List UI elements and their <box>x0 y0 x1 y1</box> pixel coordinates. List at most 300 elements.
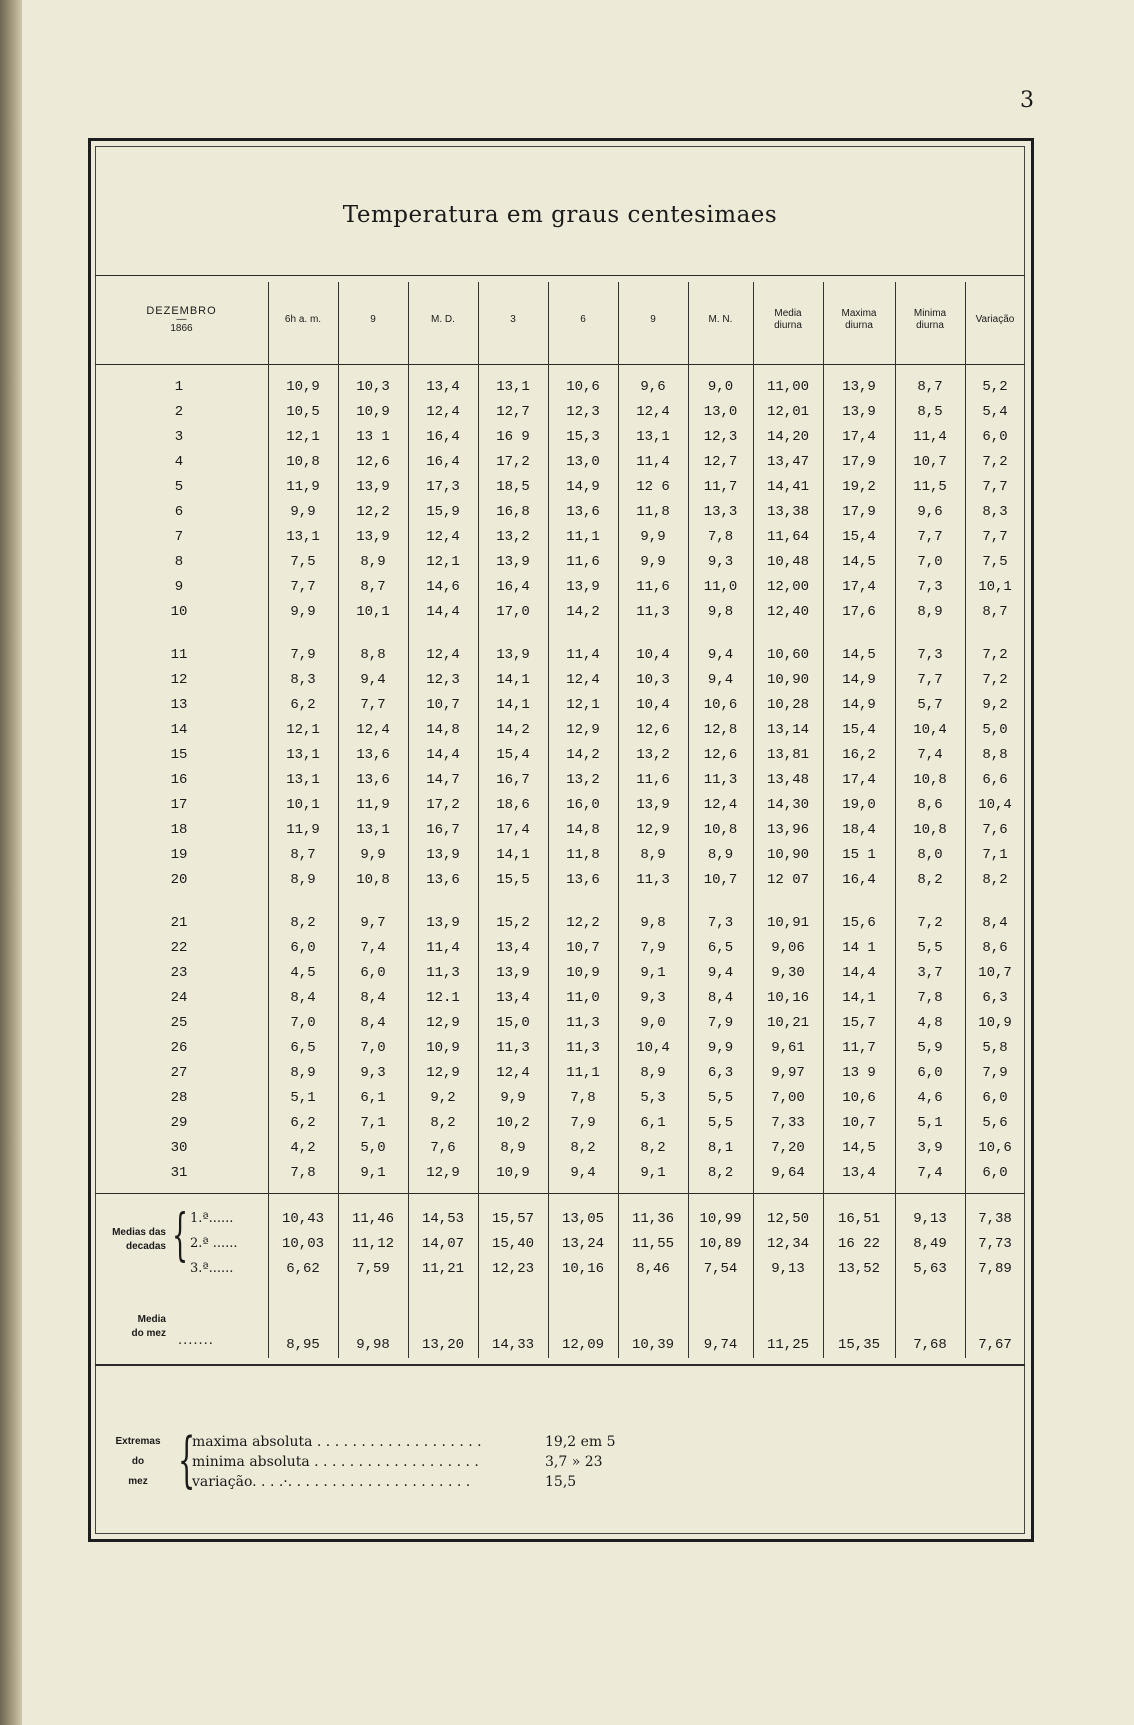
table-cell: 7,7 <box>290 579 316 595</box>
table-cell: 9,2 <box>982 697 1008 713</box>
table-cell: 12,1 <box>566 697 600 713</box>
table-cell: 13,9 <box>842 379 876 395</box>
table-cell: 13 9 <box>842 1065 876 1081</box>
decade-mean-cell: 7,59 <box>356 1261 390 1277</box>
table-cell: 14,1 <box>496 847 530 863</box>
table-cell: 8,8 <box>360 647 386 663</box>
table-cell: 17,3 <box>426 479 460 495</box>
table-cell: 15 1 <box>842 847 876 863</box>
table-cell: 7,0 <box>290 1015 316 1031</box>
table-cell: 11,4 <box>913 429 947 445</box>
table-cell: 8,2 <box>982 872 1008 888</box>
table-cell: 17,4 <box>496 822 530 838</box>
column-header <box>688 280 753 360</box>
table-cell: 10,8 <box>913 772 947 788</box>
table-cell: 6,1 <box>640 1115 666 1131</box>
table-cell: 8,9 <box>640 847 666 863</box>
table-cell: 13,9 <box>496 965 530 981</box>
table-cell: 10,90 <box>766 672 809 688</box>
table-cell: 7,9 <box>570 1115 596 1131</box>
table-cell: 16,7 <box>426 822 460 838</box>
decade-means-label-line2: decadas <box>125 1241 166 1252</box>
table-cell: 11,7 <box>703 479 738 495</box>
table-cell: 13,1 <box>356 822 390 838</box>
decade-brace: { <box>172 1203 189 1268</box>
table-cell: 12,4 <box>426 529 460 545</box>
table-cell: 10,9 <box>496 1165 530 1181</box>
table-cell: 13,2 <box>496 529 530 545</box>
day-label: 31 <box>170 1165 188 1181</box>
day-label: 19 <box>170 847 188 863</box>
table-cell: 13,0 <box>703 404 738 420</box>
table-cell: 12,9 <box>426 1165 460 1181</box>
table-cell: 8,7 <box>982 604 1008 620</box>
month-mean-label-line1: Media <box>137 1314 166 1325</box>
extremes-label-line3: mez <box>128 1476 148 1487</box>
table-cell: 12,9 <box>426 1065 460 1081</box>
table-cell: 8,2 <box>707 1165 734 1181</box>
table-cell: 5,5 <box>707 1090 734 1106</box>
table-cell: 10,4 <box>636 1040 670 1056</box>
column-header-text: Minima <box>913 308 947 319</box>
column-header <box>548 280 618 360</box>
column-header-text: diurna <box>916 320 944 331</box>
month-mean-cell: 11,25 <box>766 1337 809 1353</box>
day-label: 17 <box>170 797 188 813</box>
decade-mean-cell: 16 22 <box>837 1236 880 1252</box>
table-cell: 8,4 <box>982 915 1008 931</box>
table-cell: 5,5 <box>707 1115 734 1131</box>
month-mean-label-line2: do mez <box>131 1328 166 1339</box>
table-cell: 11,9 <box>356 797 390 813</box>
decade-label: 1.ª...... <box>190 1211 234 1226</box>
day-label: 6 <box>174 504 184 520</box>
table-cell: 13,9 <box>636 797 670 813</box>
table-cell: 3,7 <box>917 965 943 981</box>
table-cell: 6,0 <box>360 965 386 981</box>
decade-mean-cell: 7,38 <box>978 1211 1012 1227</box>
table-cell: 9,1 <box>640 1165 666 1181</box>
column-header-text: Variação <box>975 314 1015 325</box>
table-cell: 5,2 <box>982 379 1008 395</box>
table-cell: 9,64 <box>771 1165 805 1181</box>
table-cell: 14,7 <box>426 772 460 788</box>
table-cell: 7,8 <box>917 990 943 1006</box>
table-cell: 13,1 <box>496 379 530 395</box>
decade-mean-cell: 11,12 <box>351 1236 394 1252</box>
table-cell: 9,4 <box>707 672 734 688</box>
table-cell: 14,9 <box>842 697 876 713</box>
day-label: 29 <box>170 1115 188 1131</box>
table-cell: 8,4 <box>707 990 734 1006</box>
table-cell: 8,9 <box>500 1140 526 1156</box>
table-cell: 11,00 <box>766 379 809 395</box>
table-cell: 7,0 <box>917 554 943 570</box>
table-cell: 7,8 <box>570 1090 596 1106</box>
table-cell: 17,4 <box>842 772 876 788</box>
table-cell: 13,3 <box>703 504 738 520</box>
table-cell: 7,9 <box>290 647 316 663</box>
table-cell: 14,6 <box>426 579 460 595</box>
day-label: 25 <box>170 1015 188 1031</box>
month-mean-dots: ....... <box>178 1333 214 1348</box>
table-cell: 12,40 <box>766 604 809 620</box>
decade-mean-cell: 15,40 <box>491 1236 534 1252</box>
table-cell: 7,9 <box>707 1015 734 1031</box>
table-cell: 10,7 <box>978 965 1012 981</box>
table-title: Temperatura em graus centesimaes <box>342 202 778 228</box>
table-cell: 10,21 <box>766 1015 809 1031</box>
month-mean-cell: 14,33 <box>491 1337 534 1353</box>
row-header-month: DEZEMBRO <box>146 305 217 317</box>
column-header-text: Maxima <box>841 308 877 319</box>
day-label: 21 <box>170 915 188 931</box>
table-cell: 9,3 <box>640 990 666 1006</box>
table-cell: 11,6 <box>636 772 670 788</box>
table-cell: 14,2 <box>566 604 600 620</box>
table-cell: 13,1 <box>286 529 320 545</box>
table-cell: 9,9 <box>707 1040 734 1056</box>
table-cell: 5,7 <box>917 697 943 713</box>
table-cell: 12,01 <box>766 404 809 420</box>
table-cell: 15,9 <box>426 504 460 520</box>
table-cell: 5,1 <box>917 1115 943 1131</box>
table-cell: 14,9 <box>566 479 600 495</box>
table-cell: 10,4 <box>636 647 670 663</box>
table-cell: 10,8 <box>286 454 320 470</box>
table-cell: 10,6 <box>703 697 738 713</box>
decade-mean-cell: 7,73 <box>978 1236 1012 1252</box>
day-label: 8 <box>174 554 184 570</box>
table-cell: 10,7 <box>426 697 460 713</box>
table-cell: 7,6 <box>982 822 1008 838</box>
table-cell: 9,9 <box>640 529 666 545</box>
column-header-text: 9 <box>650 314 656 325</box>
table-cell: 5,4 <box>982 404 1008 420</box>
day-label: 4 <box>174 454 184 470</box>
table-cell: 7,7 <box>982 479 1008 495</box>
table-cell: 3,9 <box>917 1140 943 1156</box>
table-cell: 10,2 <box>496 1115 530 1131</box>
table-cell: 9,4 <box>360 672 386 688</box>
table-cell: 8,2 <box>290 915 316 931</box>
table-cell: 5,0 <box>982 722 1008 738</box>
decade-mean-cell: 10,03 <box>281 1236 324 1252</box>
table-cell: 13,1 <box>636 429 670 445</box>
table-cell: 11,0 <box>566 990 600 1006</box>
extremes-brace: { <box>178 1425 196 1495</box>
table-cell: 6,3 <box>982 990 1008 1006</box>
day-label: 10 <box>170 604 188 620</box>
table-cell: 15,5 <box>496 872 530 888</box>
decade-label: 2.ª ...... <box>190 1236 238 1251</box>
table-cell: 15,4 <box>842 529 876 545</box>
table-cell: 12,6 <box>356 454 390 470</box>
table-cell: 15,4 <box>496 747 530 763</box>
table-cell: 10,7 <box>566 940 600 956</box>
day-label: 15 <box>170 747 188 763</box>
day-label: 16 <box>170 772 188 788</box>
month-mean-cell: 7,67 <box>978 1337 1012 1353</box>
table-cell: 13,6 <box>566 872 600 888</box>
table-cell: 10,90 <box>766 847 809 863</box>
table-cell: 13,81 <box>766 747 809 763</box>
table-cell: 13,6 <box>426 872 460 888</box>
table-cell: 8,4 <box>290 990 316 1006</box>
table-cell: 10,7 <box>842 1115 876 1131</box>
decade-mean-cell: 7,89 <box>978 1261 1012 1277</box>
decade-mean-cell: 11,36 <box>631 1211 674 1227</box>
table-cell: 14 1 <box>842 940 876 956</box>
day-label: 14 <box>170 722 188 738</box>
table-cell: 10,9 <box>426 1040 460 1056</box>
table-cell: 11,1 <box>566 529 600 545</box>
table-cell: 19,0 <box>842 797 876 813</box>
table-cell: 10,8 <box>356 872 390 888</box>
table-cell: 13,9 <box>496 554 530 570</box>
table-cell: 13,1 <box>286 747 320 763</box>
column-header <box>478 280 548 360</box>
table-cell: 10,3 <box>636 672 670 688</box>
decade-mean-cell: 13,05 <box>561 1211 604 1227</box>
table-cell: 12,2 <box>356 504 390 520</box>
table-cell: 17,9 <box>842 454 876 470</box>
column-header <box>268 280 338 360</box>
table-cell: 10,1 <box>286 797 320 813</box>
table-cell: 9,2 <box>430 1090 456 1106</box>
decade-mean-cell: 14,53 <box>421 1211 464 1227</box>
decade-means-label-line1: Medias das <box>112 1227 166 1238</box>
day-label: 11 <box>170 647 188 663</box>
table-cell: 10,28 <box>766 697 809 713</box>
table-cell: 8,8 <box>982 747 1008 763</box>
decade-mean-cell: 10,89 <box>699 1236 742 1252</box>
table-cell: 10,4 <box>913 722 947 738</box>
day-label: 24 <box>170 990 188 1006</box>
table-cell: 14,4 <box>842 965 876 981</box>
table-cell: 11,3 <box>636 872 670 888</box>
month-mean-cell: 9,74 <box>703 1337 738 1353</box>
table-cell: 8,9 <box>290 1065 316 1081</box>
table-cell: 11,1 <box>566 1065 600 1081</box>
table-cell: 16,4 <box>426 454 460 470</box>
table-cell: 9,8 <box>640 915 666 931</box>
table-cell: 9,1 <box>360 1165 386 1181</box>
table-cell: 11,7 <box>842 1040 876 1056</box>
table-cell: 13,6 <box>356 772 390 788</box>
table-cell: 16,4 <box>842 872 876 888</box>
table-cell: 18,4 <box>842 822 876 838</box>
decade-mean-cell: 12,34 <box>766 1236 809 1252</box>
row-header-year: 1866 <box>170 323 193 334</box>
table-cell: 11,6 <box>636 579 670 595</box>
table-cell: 6,5 <box>290 1040 316 1056</box>
month-mean-cell: 15,35 <box>837 1337 880 1353</box>
table-cell: 17,9 <box>842 504 876 520</box>
table-cell: 11,0 <box>703 579 738 595</box>
decade-mean-cell: 11,55 <box>631 1236 674 1252</box>
table-cell: 17,6 <box>842 604 876 620</box>
table-cell: 12,3 <box>426 672 460 688</box>
table-cell: 13,4 <box>496 990 530 1006</box>
table-cell: 13,6 <box>566 504 600 520</box>
table-cell: 14,2 <box>496 722 530 738</box>
table-cell: 8,9 <box>640 1065 666 1081</box>
table-cell: 12.1 <box>426 990 460 1006</box>
table-cell: 5,5 <box>917 940 943 956</box>
extreme-min-value: 3,7 » 23 <box>545 1454 603 1470</box>
decade-mean-cell: 7,54 <box>703 1261 738 1277</box>
table-cell: 12,4 <box>703 797 738 813</box>
table-cell: 7,2 <box>982 647 1008 663</box>
decade-mean-cell: 16,51 <box>837 1211 880 1227</box>
table-cell: 11,4 <box>566 647 600 663</box>
table-cell: 16,7 <box>496 772 530 788</box>
decade-mean-cell: 10,43 <box>281 1211 324 1227</box>
table-cell: 12,9 <box>426 1015 460 1031</box>
table-cell: 14,1 <box>496 697 530 713</box>
table-cell: 12,7 <box>703 454 738 470</box>
table-cell: 4,5 <box>290 965 316 981</box>
column-header <box>823 280 895 360</box>
table-cell: 17,4 <box>842 429 876 445</box>
table-cell: 13,2 <box>566 772 600 788</box>
table-cell: 19,2 <box>842 479 876 495</box>
table-cell: 12,4 <box>426 404 460 420</box>
table-cell: 8,9 <box>290 872 316 888</box>
table-cell: 7,9 <box>982 1065 1008 1081</box>
month-mean-cell: 13,20 <box>421 1337 464 1353</box>
table-cell: 13 1 <box>356 429 390 445</box>
table-cell: 14,9 <box>842 672 876 688</box>
day-label: 26 <box>170 1040 188 1056</box>
day-label: 12 <box>170 672 188 688</box>
table-cell: 7,00 <box>771 1090 805 1106</box>
extreme-max-value: 19,2 em 5 <box>545 1434 616 1450</box>
table-cell: 15,7 <box>842 1015 876 1031</box>
column-header-text: 6 <box>580 314 586 325</box>
table-cell: 8,2 <box>640 1140 666 1156</box>
table-cell: 10,3 <box>356 379 390 395</box>
table-cell: 12,9 <box>566 722 600 738</box>
day-label: 3 <box>174 429 184 445</box>
table-cell: 9,4 <box>570 1165 596 1181</box>
table-cell: 9,4 <box>707 965 734 981</box>
table-cell: 6,0 <box>917 1065 943 1081</box>
table-cell: 8,9 <box>917 604 943 620</box>
table-cell: 10,9 <box>978 1015 1012 1031</box>
table-cell: 11,5 <box>913 479 947 495</box>
book-binding-edge <box>0 0 22 1725</box>
decade-mean-cell: 13,24 <box>561 1236 604 1252</box>
table-cell: 10,9 <box>566 965 600 981</box>
table-cell: 16,0 <box>566 797 600 813</box>
table-cell: 9,7 <box>360 915 386 931</box>
table-cell: 9,61 <box>771 1040 805 1056</box>
table-cell: 5,6 <box>982 1115 1008 1131</box>
table-cell: 7,5 <box>982 554 1008 570</box>
table-cell: 7,3 <box>707 915 734 931</box>
table-cell: 15,4 <box>842 722 876 738</box>
table-cell: 14,30 <box>766 797 809 813</box>
table-cell: 13,0 <box>566 454 600 470</box>
table-cell: 12 6 <box>636 479 670 495</box>
header-top-rule <box>95 275 1025 276</box>
day-label: 2 <box>174 404 184 420</box>
decade-mean-cell: 10,99 <box>699 1211 742 1227</box>
table-cell: 13,9 <box>356 479 390 495</box>
table-cell: 8,0 <box>917 847 943 863</box>
day-label: 27 <box>170 1065 188 1081</box>
table-cell: 9,30 <box>771 965 805 981</box>
table-cell: 12,2 <box>566 915 600 931</box>
table-cell: 17,0 <box>496 604 530 620</box>
table-cell: 8,2 <box>917 872 943 888</box>
table-cell: 10,7 <box>703 872 738 888</box>
decade-mean-cell: 11,46 <box>351 1211 394 1227</box>
decade-mean-cell: 9,13 <box>771 1261 805 1277</box>
extremes-label-line2: do <box>131 1456 145 1467</box>
table-cell: 8,2 <box>430 1115 456 1131</box>
day-label: 28 <box>170 1090 188 1106</box>
table-cell: 14,4 <box>426 604 460 620</box>
table-cell: 9,6 <box>640 379 666 395</box>
table-cell: 12,1 <box>426 554 460 570</box>
table-cell: 8,4 <box>360 990 386 1006</box>
table-cell: 12 07 <box>766 872 809 888</box>
table-cell: 11,3 <box>703 772 738 788</box>
decade-mean-cell: 10,16 <box>561 1261 604 1277</box>
column-header-text: M. N. <box>708 314 733 325</box>
table-cell: 13,9 <box>842 404 876 420</box>
table-cell: 10,6 <box>566 379 600 395</box>
table-cell: 13,1 <box>286 772 320 788</box>
extremes-label <box>108 1432 168 1492</box>
table-cell: 6,0 <box>982 1090 1008 1106</box>
table-cell: 16,4 <box>496 579 530 595</box>
table-cell: 5,3 <box>640 1090 666 1106</box>
table-cell: 6,2 <box>290 697 316 713</box>
table-cell: 8,5 <box>917 404 943 420</box>
table-cell: 14,8 <box>426 722 460 738</box>
table-cell: 7,8 <box>290 1165 316 1181</box>
decade-mean-cell: 8,46 <box>636 1261 670 1277</box>
month-mean-cell: 10,39 <box>631 1337 674 1353</box>
table-cell: 11,9 <box>286 822 320 838</box>
table-cell: 15,3 <box>566 429 600 445</box>
table-cell: 9,97 <box>771 1065 805 1081</box>
table-cell: 13,38 <box>766 504 809 520</box>
table-cell: 13,2 <box>636 747 670 763</box>
table-cell: 7,4 <box>360 940 386 956</box>
table-cell: 13,48 <box>766 772 809 788</box>
table-cell: 12,1 <box>286 429 320 445</box>
table-cell: 6,5 <box>707 940 734 956</box>
table-cell: 9,0 <box>707 379 734 395</box>
table-cell: 8,4 <box>360 1015 386 1031</box>
table-cell: 4,8 <box>917 1015 943 1031</box>
day-label: 13 <box>170 697 188 713</box>
column-header <box>895 280 965 360</box>
table-cell: 14,1 <box>496 672 530 688</box>
page-number: 3 <box>1020 88 1034 113</box>
table-cell: 9,8 <box>707 604 734 620</box>
table-cell: 10,8 <box>703 822 738 838</box>
column-header <box>965 280 1025 360</box>
table-cell: 15,6 <box>842 915 876 931</box>
table-cell: 11,9 <box>286 479 320 495</box>
table-cell: 13,6 <box>356 747 390 763</box>
